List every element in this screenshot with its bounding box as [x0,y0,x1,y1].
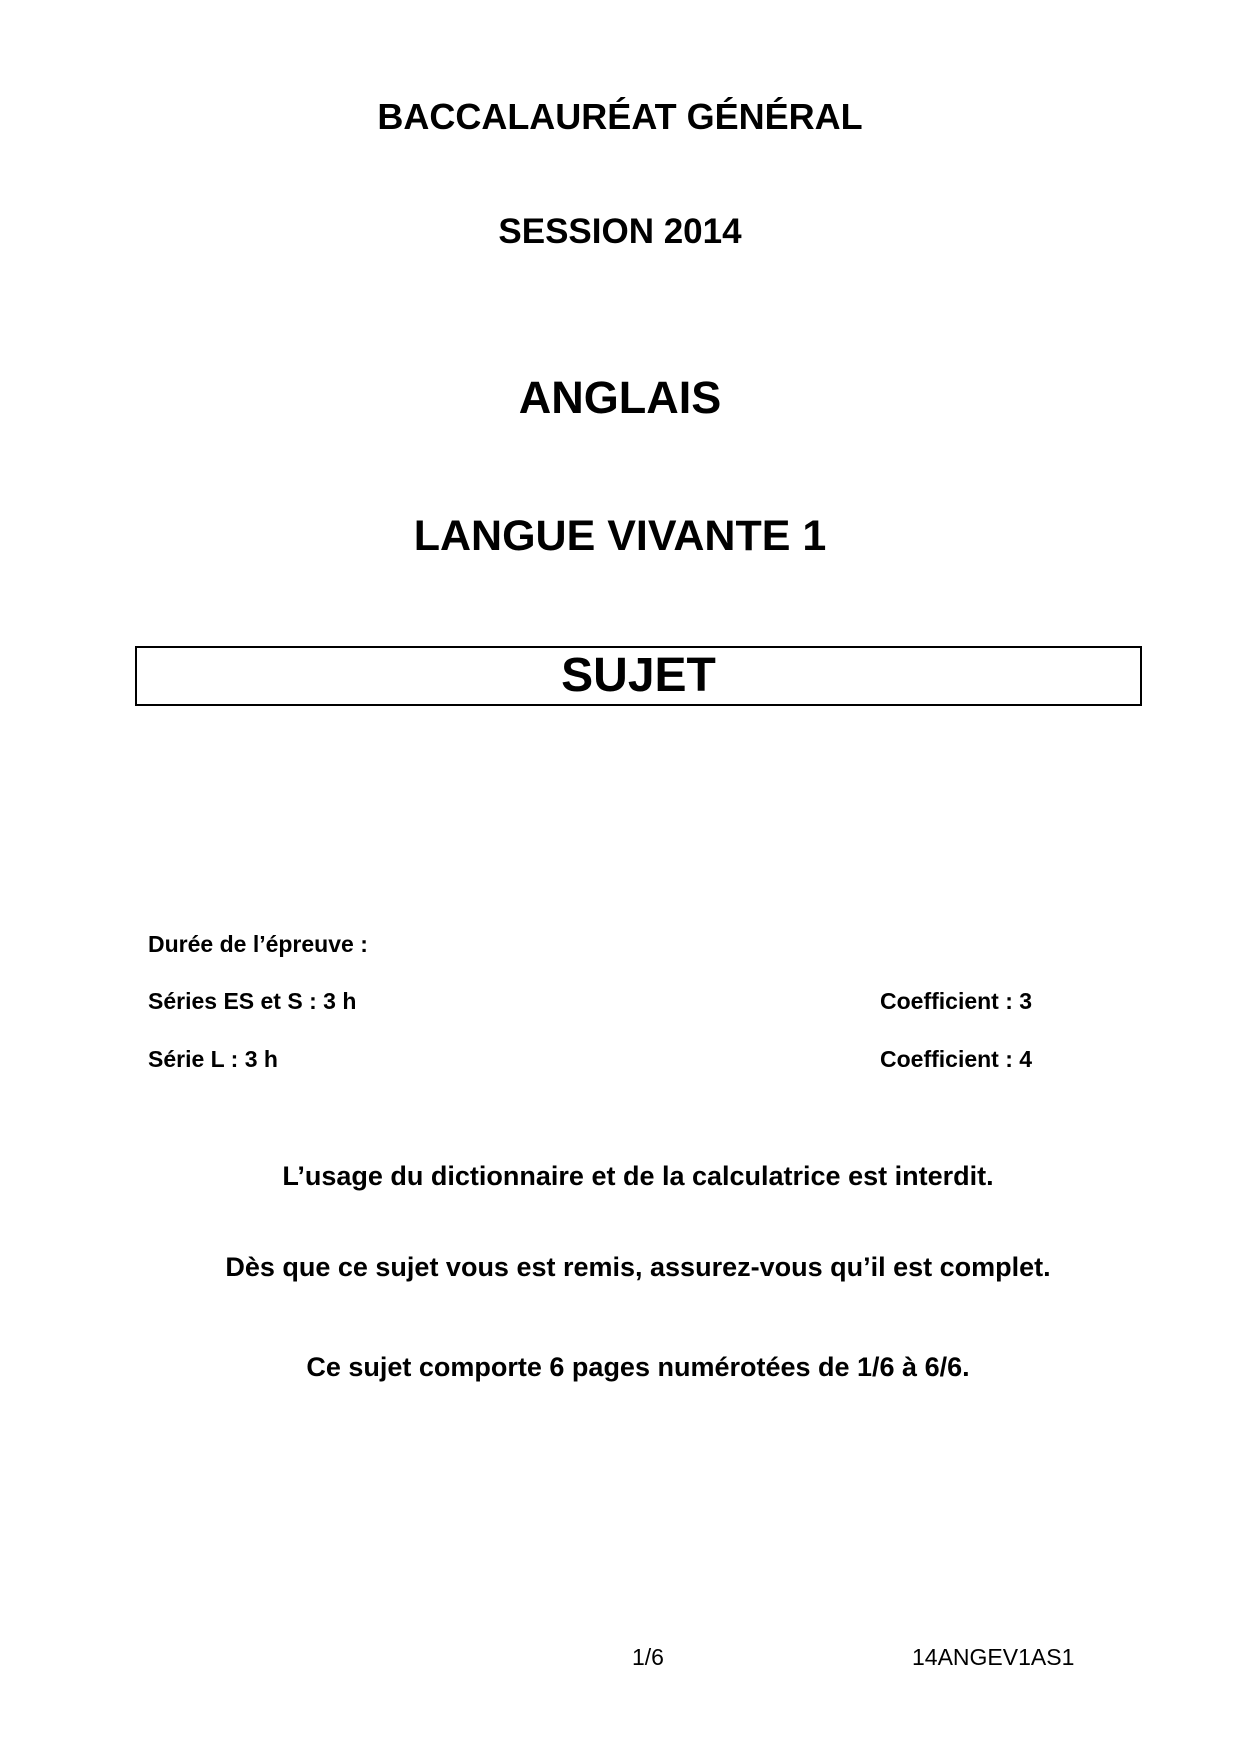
series-l-duration: Série L : 3 h [148,1046,278,1072]
sujet-box [135,646,1142,706]
series-es-s-coefficient: Coefficient : 3 [880,988,1033,1014]
notice-check-complete: Dès que ce sujet vous est remis, assurez-vous qu’il est complet. [225,1252,1051,1282]
subject-title: ANGLAIS [518,372,722,423]
notice-dictionary-calculator: L’usage du dictionnaire et de la calculatrice est interdit. [282,1161,994,1191]
page-number: 1/6 [632,1644,664,1670]
sujet-label: SUJET [561,649,716,702]
language-level: LANGUE VIVANTE 1 [413,512,827,560]
notice-page-count: Ce sujet comporte 6 pages numérotées de 1/6 à 6/6. [306,1352,970,1382]
session-year: SESSION 2014 [498,212,742,251]
series-l-coefficient: Coefficient : 4 [880,1046,1033,1072]
series-es-s-duration: Séries ES et S : 3 h [148,988,357,1014]
duration-label: Durée de l’épreuve : [148,931,368,957]
exam-title: BACCALAURÉAT GÉNÉRAL [377,96,863,137]
document-code: 14ANGEV1AS1 [912,1644,1075,1670]
